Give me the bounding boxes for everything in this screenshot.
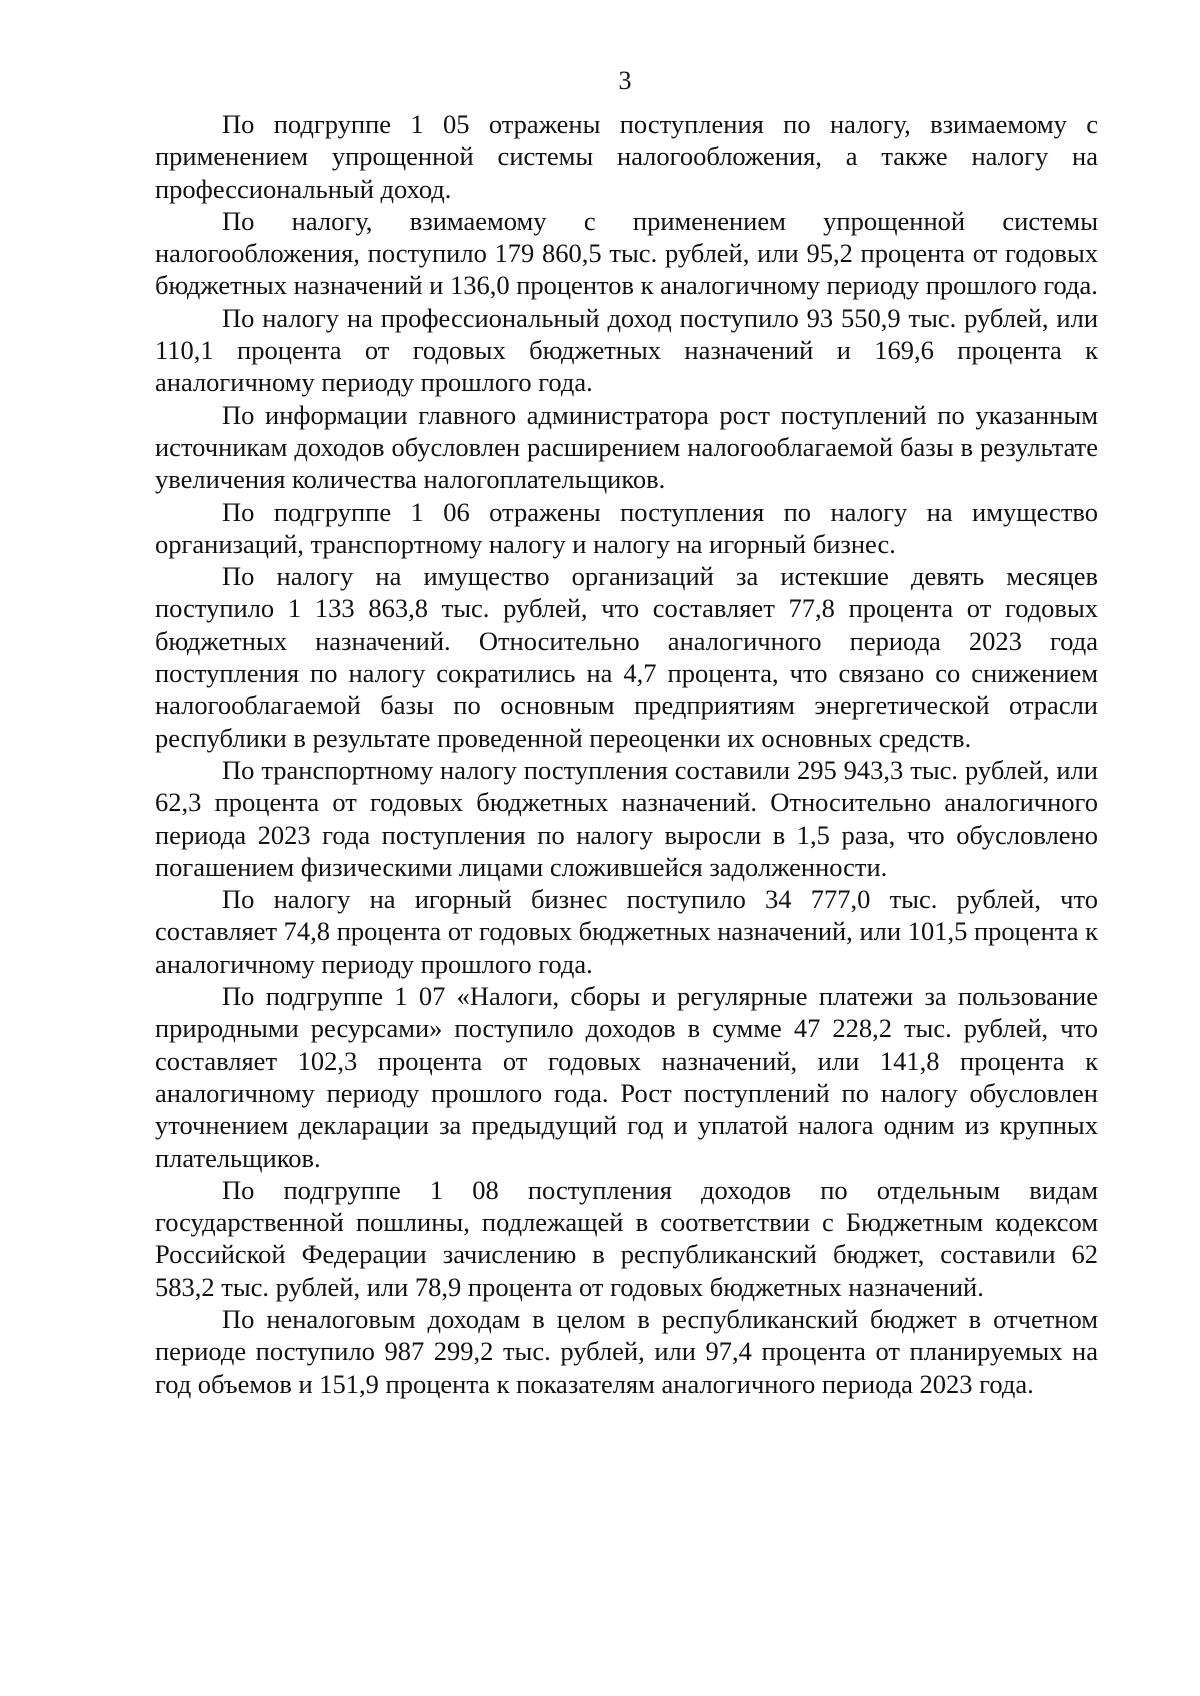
paragraph-administrator-info: По информации главного администратора рост поступлений по указанным источникам доходов обусловлен расширением налогооблагаемой базы в результате увеличения количества налогоплательщиков. [155,399,1098,495]
paragraph-subgroup-1-06: По подгруппе 1 06 отражены поступления по налогу на имущество организаций, транспортному налогу и налогу на игорный бизнес. [155,496,1098,559]
paragraph-subgroup-1-08: По подгруппе 1 08 поступления доходов по отдельным видам государственной пошлины, подлежащей в соответствии с Бюджетным кодексом Российской Федерации зачислению в республиканский бюджет, составили 62 583,2 тыс. рублей, или 78,9 процента от годовых бюджетных назначений. [155,1174,1098,1302]
paragraph-professional-income-tax: По налогу на профессиональный доход поступило 93 550,9 тыс. рублей, или 110,1 процента от годовых бюджетных назначений и 169,6 процента к аналогичному периоду прошлого года. [155,302,1098,398]
page-number: 3 [618,66,632,95]
document-body [155,108,1098,1400]
paragraph-gambling-tax: По налогу на игорный бизнес поступило 34 777,0 тыс. рублей, что составляет 74,8 процента от годовых бюджетных назначений, или 101,5 процента к аналогичному периоду прошлого года. [155,884,1098,979]
paragraph-non-tax-income: По неналоговым доходам в целом в республиканский бюджет в отчетном периоде поступило 987 299,2 тыс. рублей, или 97,4 процента от планируемых на год объемов и 151,9 процента к показателям аналогичного периода 2023 года. [155,1303,1098,1399]
paragraph-subgroup-1-07: По подгруппе 1 07 «Налоги, сборы и регулярные платежи за пользование природными ресурсами» поступило доходов в сумме 47 228,2 тыс. рублей, что составляет 102,3 процента от годовых назначений, или 141,8 процента к аналогичному периоду прошлого года. Рост поступлений по налогу обусловлен уточнением декларации за предыдущий год и уплатой налога одним из крупных плательщиков. [155,981,1098,1173]
paragraph-property-tax: По налогу на имущество организаций за истекшие девять месяцев поступило 1 133 863,8 тыс. рублей, что составляет 77,8 процента от годовых бюджетных назначений. Относительно аналогичного периода 2023 года поступления по налогу сократились на 4,7 процента, что связано со снижением налогооблагаемой базы по основным предприятиям энергетической отрасли республики в результате проведенной переоценки их основных средств. [155,561,1098,753]
paragraph-transport-tax: По транспортному налогу поступления составили 295 943,3 тыс. рублей, или 62,3 процента от годовых бюджетных назначений. Относительно аналогичного периода 2023 года поступления по налогу выросли в 1,5 раза, что обусловлено погашением физическими лицами сложившейся задолженности. [155,754,1098,882]
paragraph-simplified-tax: По налогу, взимаемому с применением упрощенной системы налогообложения, поступило 179 860,5 тыс. рублей, или 95,2 процента от годовых бюджетных назначений и 136,0 процентов к аналогичному периоду прошлого года. [155,205,1098,301]
paragraph-subgroup-1-05: По подгруппе 1 05 отражены поступления по налогу, взимаемому с применением упрощенной системы налогообложения, а также налогу на профессиональный доход. [155,109,1098,204]
